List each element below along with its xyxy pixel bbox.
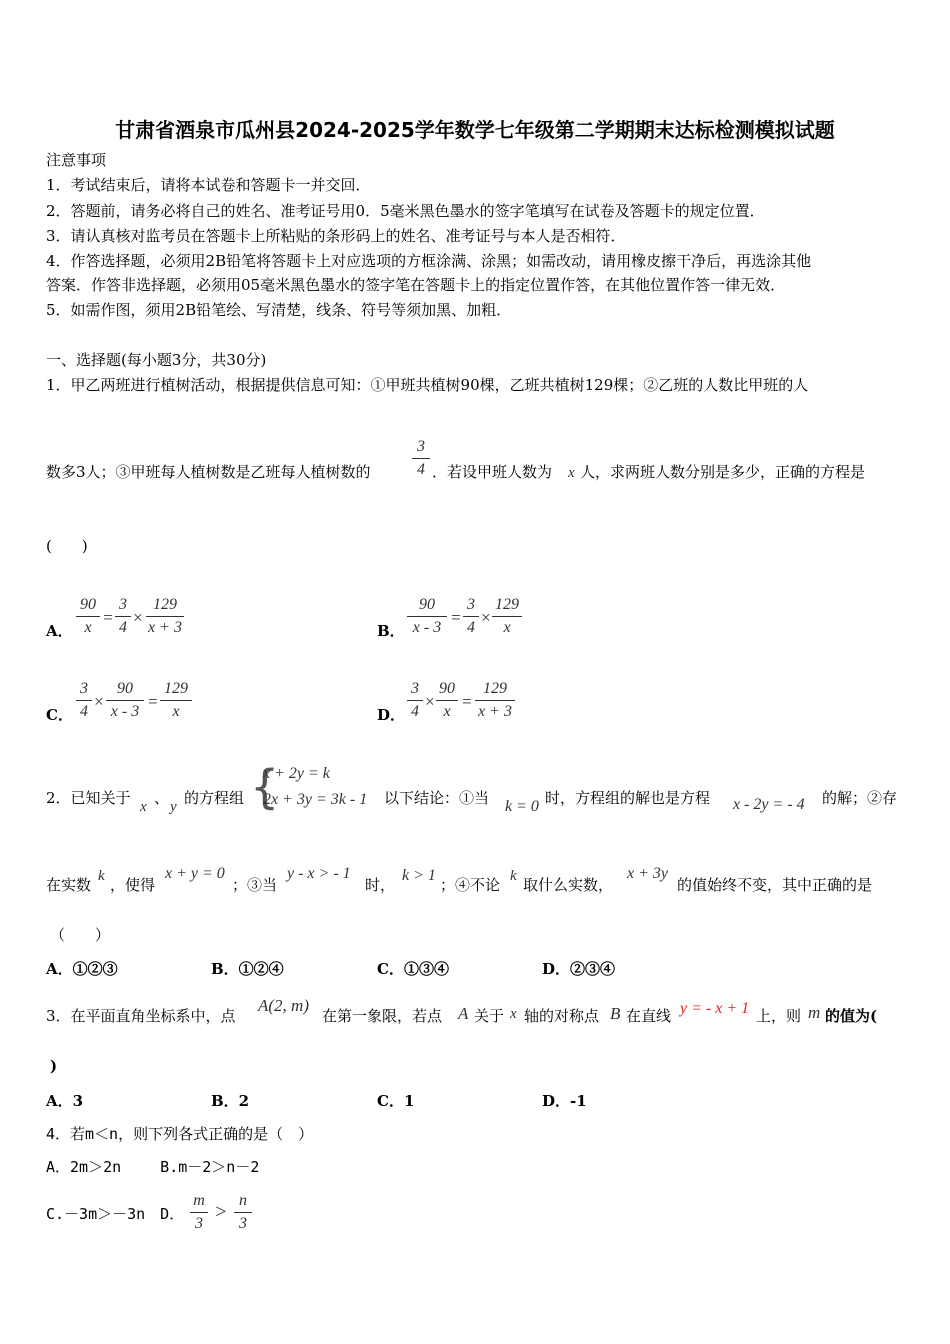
q2-paren: （ ） <box>50 926 111 944</box>
q4-stem: 4．若m＜n，则下列各式正确的是（ ） <box>46 1125 314 1143</box>
q2-ineq: y - x > - 1 <box>287 865 351 882</box>
q1d-frac2: 90 x <box>436 678 458 723</box>
q2-x3y: x + 3y <box>627 865 668 882</box>
q4-frac2: n 3 <box>234 1190 252 1235</box>
q3-x: x <box>510 1006 517 1022</box>
q1a-frac1: 90 x <box>76 594 100 639</box>
q3-option-a[interactable]: A．3 <box>46 1092 84 1110</box>
notice-item: 4．作答选择题，必须用2B铅笔将答题卡上对应选项的方框涂满、涂黑；如需改动，请用橡皮擦干净后，再选涂其他 <box>46 252 812 270</box>
q3-option-b[interactable]: B．2 <box>211 1092 250 1110</box>
q2-k1: k > 1 <box>402 867 436 884</box>
q3-close: ) <box>50 1057 58 1075</box>
q2-k: k <box>98 868 105 884</box>
q1b-eq: = <box>450 608 462 627</box>
q1a-frac3: 129 x + 3 <box>146 594 184 639</box>
q1-line2c: 人，求两班人数分别是多少，正确的方程是 <box>580 463 866 481</box>
notice-item: 1．考试结束后，请将本试卷和答题卡一并交回． <box>46 176 371 194</box>
q2-j: ；④不论 <box>440 876 501 894</box>
q2-eq2: 2x + 3y = 3k - 1 <box>263 791 368 808</box>
q1d-eq: = <box>461 692 473 711</box>
q1b-frac3: 129 x <box>492 594 522 639</box>
q1c-frac1: 3 4 <box>76 678 92 723</box>
q3-d: 轴的对称点 <box>524 1007 600 1025</box>
q1d-frac1: 3 4 <box>407 678 423 723</box>
q2-option-b[interactable]: B．①②④ <box>211 960 284 978</box>
q2-d: 时，方程组的解也是方程 <box>545 789 711 807</box>
notice-item: 2．答题前，请务必将自己的姓名、准考证号用0．5毫米黑色墨水的签字笔填写在试卷及答题卡的规定位置． <box>46 202 765 220</box>
q3-g: 的值为( <box>825 1007 878 1025</box>
q1d-frac3: 129 x + 3 <box>475 678 515 723</box>
q1-line1: 1．甲乙两班进行植树活动，根据提供信息可知：①甲班共植树90棵，乙班共植树129棵；②乙班的人数比甲班的人 <box>46 376 809 394</box>
notice-heading: 注意事项 <box>46 151 107 169</box>
q2-e: 的解；②存 <box>822 789 898 807</box>
q2-k2: k <box>510 868 517 884</box>
q2-l: 取什么实数， <box>523 876 614 894</box>
q1-option-a-label[interactable]: A． <box>46 622 73 640</box>
q1-var: x <box>568 465 575 481</box>
q4-frac1: m 3 <box>190 1190 208 1235</box>
q2-g: ，使得 <box>110 876 156 894</box>
q2-option-a[interactable]: A．①②③ <box>46 960 118 978</box>
notice-item: 3．请认真核对监考员在答题卡上所粘贴的条形码上的姓名、准考证号与本人是否相符． <box>46 227 626 245</box>
q1-option-c-label[interactable]: C． <box>46 706 73 724</box>
q4-options-cd: C.－3m＞－3n D． <box>46 1205 185 1223</box>
q1d-op: × <box>424 692 436 711</box>
q2-m: 的值始终不变，其中正确的是 <box>677 876 873 894</box>
q2-x: x <box>140 799 147 815</box>
q1b-frac1: 90 x - 3 <box>407 594 447 639</box>
q1-option-d-label[interactable]: D． <box>377 706 406 724</box>
q1a-eq: = <box>102 608 114 627</box>
q4-options-ab: A．2m＞2n B.m－2＞n－2 <box>46 1158 260 1176</box>
q3-point: A(2, m) <box>258 996 309 1015</box>
q2-xy0: x + y = 0 <box>165 865 225 882</box>
frac-den: 4 <box>417 461 425 478</box>
q3-B: B <box>610 1004 621 1023</box>
q1a-op: × <box>132 608 144 627</box>
q1c-frac2: 90 x - 3 <box>106 678 144 723</box>
q2-h: ；③当 <box>232 876 278 894</box>
q4-gt: > <box>214 1201 228 1223</box>
q3-b: 在第一象限，若点 <box>322 1007 443 1025</box>
q2-sep: 、 <box>154 789 170 807</box>
q1c-op: × <box>93 692 105 711</box>
q3-c: 关于 <box>474 1007 505 1025</box>
q1-paren: ( ) <box>46 537 88 555</box>
q2-i: 时， <box>365 876 396 894</box>
q1b-frac2: 3 4 <box>463 594 479 639</box>
notice-item: 5．如需作图，须用2B铅笔绘、写清楚，线条、符号等须加黑、加粗． <box>46 301 512 319</box>
q1b-op: × <box>480 608 492 627</box>
q2-e1: x - 2y = - 4 <box>733 796 805 813</box>
q3-line: y = - x + 1 <box>680 1000 750 1017</box>
brace-icon: { <box>250 760 280 814</box>
q1c-frac3: 129 x <box>160 678 192 723</box>
q2-option-d[interactable]: D．②③④ <box>542 960 616 978</box>
q1-line2a: 数多3人；③甲班每人植树数是乙班每人植树数的 <box>46 463 371 481</box>
q3-a: 3．在平面直角坐标系中，点 <box>46 1007 236 1025</box>
q2-f: 在实数 <box>46 876 92 894</box>
page-title: 甘肃省酒泉市瓜州县2024-2025学年数学七年级第二学期期末达标检测模拟试题 <box>115 118 835 142</box>
q2-a: 2．已知关于 <box>46 789 131 807</box>
q3-A: A <box>458 1004 469 1023</box>
q2-eq1: x + 2y = k <box>263 765 330 782</box>
q1c-eq: = <box>147 692 159 711</box>
q3-option-d[interactable]: D．-1 <box>542 1092 587 1110</box>
q2-c: 以下结论：①当 <box>384 789 490 807</box>
q3-option-c[interactable]: C．1 <box>377 1092 415 1110</box>
q3-e: 在直线 <box>626 1007 672 1025</box>
q1a-frac2: 3 4 <box>115 594 131 639</box>
q2-y: y <box>170 799 177 815</box>
q2-b: 的方程组 <box>184 789 245 807</box>
notice-item: 答案．作答非选择题，必须用05毫米黑色墨水的签字笔在答题卡上的指定位置作答，在其他位置作答一律无效． <box>46 276 786 294</box>
q1-option-b-label[interactable]: B． <box>377 622 405 640</box>
q2-k0: k = 0 <box>505 798 539 815</box>
q3-m: m <box>808 1003 821 1022</box>
q3-f: 上，则 <box>756 1007 802 1025</box>
frac-num: 3 <box>417 438 425 455</box>
q2-option-c[interactable]: C．①③④ <box>377 960 449 978</box>
q1-fraction <box>412 436 430 481</box>
section-heading: 一、选择题(每小题3分，共30分) <box>46 351 267 369</box>
q1-line2b: ．若设甲班人数为 <box>432 463 553 481</box>
